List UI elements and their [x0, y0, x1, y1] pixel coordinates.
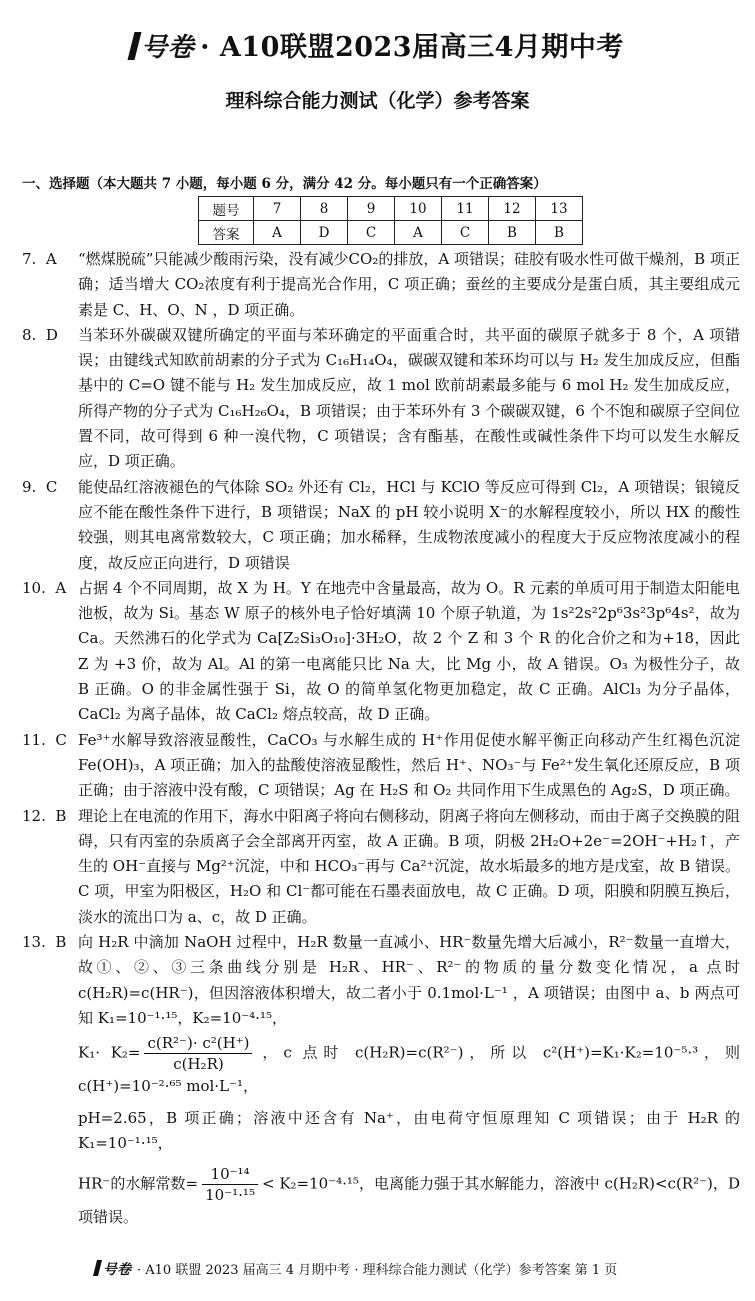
table-cell: A: [395, 221, 442, 245]
question-explanation: “燃煤脱硫”只能减少酸雨污染，没有减少CO₂的排放，A 项错误；硅胶有吸水性可做干燥剂，B 项正确；适当增大 CO₂浓度有利于提高光合作用，C 项正确；蚕丝的主要成分是蛋白质，其主要组成元素是 C、H、O、N ，D 项正确。: [78, 250, 740, 319]
fraction: [144, 1033, 252, 1074]
question-11: [0, 728, 740, 804]
table-row-numbers: [199, 197, 583, 221]
answer-explanations: [0, 247, 755, 1230]
answer-table: [198, 196, 583, 245]
explanation-text: < K₂=10⁻⁴·¹⁵，电离能力强于其水解能力，溶液中 c(H₂R)<c(R²⁻)，D 项错误。: [78, 1174, 741, 1227]
table-cell: C: [348, 221, 395, 245]
formula-text: HR⁻的水解常数=: [78, 1174, 199, 1193]
table-cell: C: [442, 221, 489, 245]
question-13: [0, 930, 740, 1230]
question-number: 8. D: [22, 325, 58, 344]
table-cell: B: [536, 221, 583, 245]
page-subtitle: 理科综合能力测试（化学）参考答案: [225, 90, 530, 112]
brand-logo: 号卷: [131, 30, 194, 66]
table-row-answers: [199, 221, 583, 245]
table-cell: B: [489, 221, 536, 245]
table-header-cell: 题号: [199, 197, 254, 221]
table-header-cell: 答案: [199, 221, 254, 245]
question-number: 7. A: [22, 250, 57, 268]
formula-line: [78, 1164, 740, 1230]
question-number: 9. C: [22, 477, 58, 496]
fraction-denominator: 10⁻¹·¹⁵: [205, 1186, 255, 1205]
question-number: 13. B: [22, 933, 67, 952]
question-explanation: 当苯环外碳碳双键所确定的平面与苯环确定的平面重合时，共平面的碳原子就多于 8 个，A 项错误；由键线式知欧前胡素的分子式为 C₁₆H₁₄O₄，碳碳双键和苯环均可以与 H₂ 发生加成反应，但酯基中的 C=O 键不能与 H₂ 发生加成反应，故 1 mol 欧前胡素最多能与 6 mol H₂ 发生加成反应，所得产物的分子式为 C₁₆H₂₆O₄，B 项错误；由于苯环外有 3 个碳碳双键，6 个不饱和碳原子空间位置不同，故可得到 6 种一溴代物，C 项错误；含有酯基，在酸性或碱性条件下均可以发生水解反应，D 项正确。: [78, 325, 740, 471]
table-cell: 12: [489, 197, 536, 221]
explanation-text: pH=2.65，B 项正确；溶液中还含有 Na⁺，由电荷守恒原理知 C 项错误；由于 H₂R 的 K₁=10⁻¹·¹⁵，: [78, 1108, 740, 1152]
table-cell: 13: [536, 197, 583, 221]
table-cell: A: [254, 221, 301, 245]
formula-line: [78, 1033, 740, 1099]
explanation-text: 向 H₂R 中滴加 NaOH 过程中，H₂R 数量一直减小、HR⁻数量先增大后减小，R²⁻数量一直增大，故①、②、③三条曲线分别是 H₂R、HR⁻、R²⁻的物质的量分数变化情况，a 点时 c(H₂R)=c(HR⁻)，但因溶液体积增大，故二者小于 0.1mol·L⁻¹ ，A 项错误；由图中 a、b 两点可知 K₁=10⁻¹·¹⁵，K₂=10⁻⁴·¹⁵，: [78, 933, 740, 1027]
fraction-denominator: c(H₂R): [173, 1055, 224, 1074]
question-explanation: 理论上在电流的作用下，海水中阳离子将向右侧移动，阴离子将向左侧移动，而由于离子交换膜的阻碍，只有丙室的杂质离子会全部离开丙室，故 A 正确。B 项，阴极 2H₂O+2e⁻=2OH⁻+H₂↑，产生的 OH⁻直接与 Mg²⁺沉淀，中和 HCO₃⁻再与 Ca²⁺沉淀，故水垢最多的地方是戊室，故 B 错误。C 项，甲室为阳极区，H₂O 和 Cl⁻都可能在石墨表面放电，故 C 正确。D 项，阳膜和阴膜互换后，淡水的流出口为 a、c，故 D 正确。: [78, 806, 740, 926]
fraction: [202, 1164, 258, 1205]
table-cell: 10: [395, 197, 442, 221]
question-10: [0, 576, 740, 728]
question-explanation: 占据 4 个不同周期，故 X 为 H。Y 在地壳中含量最高，故为 O。R 元素的单质可用于制造太阳能电池板，故为 Si。基态 W 原子的核外电子恰好填满 10 个原子轨道，为 1s²2s²2p⁶3s²3p⁶4s²，故为 Ca。天然沸石的化学式为 Ca[Z₂Si₃O₁₀]·3H₂O，故 2 个 Z 和 3 个 R 的化合价之和为+18，因此 Z 为 +3 价，故为 Al。Al 的第一电离能只比 Na 大，比 Mg 小，故 A 错误。O₃ 为极性分子，故 B 正确。O 的非金属性强于 Si，故 O 的简单氢化物更加稳定，故 C 正确。AlCl₃ 为分子晶体，CaCl₂ 为离子晶体，故 CaCl₂ 熔点较高，故 D 正确。: [78, 578, 740, 724]
question-9: [0, 475, 740, 576]
explanation-text: ，c 点时 c(H₂R)=c(R²⁻)，所以 c²(H⁺)=K₁·K₂=10⁻⁵·³，则 c(H⁺)=10⁻²·⁶⁵ mol·L⁻¹，: [78, 1043, 740, 1096]
page-title: [0, 0, 755, 66]
table-cell: 11: [442, 197, 489, 221]
question-12: [0, 804, 740, 930]
question-number: 12. B: [22, 806, 67, 825]
fraction-numerator: c(R²⁻)· c²(H⁺): [144, 1033, 252, 1054]
brand-logo: 号卷: [95, 1260, 131, 1280]
title-text: · A10联盟2023届高三4月期中考: [200, 32, 624, 63]
question-8: [0, 323, 740, 475]
table-cell: D: [301, 221, 348, 245]
table-cell: 7: [254, 197, 301, 221]
question-7: [0, 247, 740, 323]
formula-text: K₁· K₂=: [78, 1043, 141, 1062]
section-heading: 一、选择题（本大题共 7 小题，每小题 6 分，满分 42 分。每小题只有一个正确答案）: [22, 176, 547, 192]
page-footer: [95, 1260, 755, 1301]
question-explanation: Fe³⁺水解导致溶液显酸性，CaCO₃ 与水解生成的 H⁺作用促使水解平衡正向移动产生红褐色沉淀 Fe(OH)₃，A 项正确；加入的盐酸使溶液显酸性，然后 H⁺、NO₃⁻与 Fe²⁺发生氧化还原反应，B 项正确；由于溶液中没有酸，C 项错误；Ag 在 H₂S 和 O₂ 共同作用下生成黑色的 Ag₂S，D 项正确。: [78, 730, 740, 800]
question-number: 10. A: [22, 578, 67, 597]
table-cell: 9: [348, 197, 395, 221]
question-explanation: 能使品红溶液褪色的气体除 SO₂ 外还有 Cl₂，HCl 与 KClO 等反应可得到 Cl₂，A 项错误；银镜反应不能在酸性条件下进行，B 项错误；NaX 的 pH 较小说明 X⁻的水解程度较小，所以 HX 的酸性较强，则其电离常数较大，C 项正确；加水稀释，生成物浓度减小的程度大于反应物浓度减小的程度，故反应正向进行，D 项错误: [78, 477, 740, 572]
table-cell: 8: [301, 197, 348, 221]
footer-text: · A10 联盟 2023 届高三 4 月期中考 · 理科综合能力测试（化学）参考答案 第 1 页: [137, 1263, 618, 1279]
question-number: 11. C: [22, 730, 67, 749]
question-explanation: [0, 930, 740, 1230]
fraction-numerator: 10⁻¹⁴: [202, 1164, 258, 1185]
